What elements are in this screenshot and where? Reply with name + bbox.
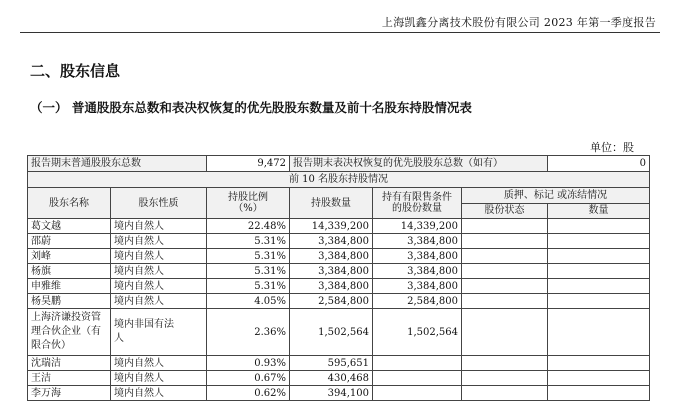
pledge-status [462,309,548,356]
holding-ratio: 5.31% [207,249,290,264]
pledge-quantity [548,294,650,309]
shareholder-name: 上海济谦投资管理合伙企业（有限合伙） [28,309,111,356]
holding-ratio: 4.05% [207,294,290,309]
restricted-share-count: 14,339,200 [373,219,462,234]
holding-ratio: 0.62% [207,386,290,401]
pledge-status [462,356,548,371]
pledge-quantity [548,356,650,371]
col-restricted-header: 持有有限售条件的股份数量 [373,188,462,219]
column-header-row-1 [28,188,650,204]
holding-ratio: 22.48% [207,219,290,234]
total-common-value: 9,472 [207,156,290,172]
table-row [28,264,650,279]
shareholder-nature: 境内自然人 [111,234,207,249]
col-name-header: 股东名称 [28,188,111,219]
share-count: 14,339,200 [290,219,373,234]
shareholder-name: 葛文越 [28,219,111,234]
share-count: 394,100 [290,386,373,401]
section-title: 二、股东信息 [30,62,121,80]
share-count: 3,384,800 [290,264,373,279]
table-row [28,219,650,234]
col-nature-header: 股东性质 [111,188,207,219]
restricted-share-count: 3,384,800 [373,234,462,249]
shareholder-name: 邵蔚 [28,234,111,249]
shareholder-nature: 境内自然人 [111,249,207,264]
shareholder-nature: 境内自然人 [111,264,207,279]
summary-row [28,156,650,172]
table-row [28,279,650,294]
preferred-value: 0 [548,156,650,172]
holding-ratio: 0.93% [207,356,290,371]
pledge-quantity [548,249,650,264]
shareholder-nature: 境内非国有法人 [111,309,207,356]
share-count: 3,384,800 [290,279,373,294]
shareholder-nature: 境内自然人 [111,386,207,401]
holding-ratio: 5.31% [207,264,290,279]
shareholder-nature: 境内自然人 [111,219,207,234]
unit-label: 单位：股 [590,141,634,154]
top10-title: 前 10 名股东持股情况 [28,172,650,188]
pledge-quantity [548,386,650,401]
shareholder-nature: 境内自然人 [111,279,207,294]
table-row [28,371,650,386]
restricted-share-count [373,356,462,371]
holding-ratio: 0.67% [207,371,290,386]
restricted-share-count [373,371,462,386]
pledge-status [462,219,548,234]
col-pledge-status-header: 股份状态 [462,203,548,219]
col-pledge-group-header: 质押、标记 或冻结情况 [462,188,650,204]
table-row [28,234,650,249]
shareholder-nature: 境内自然人 [111,356,207,371]
pledge-quantity [548,264,650,279]
shareholder-table [27,155,650,401]
shareholder-name: 王洁 [28,371,111,386]
share-count: 3,384,800 [290,249,373,264]
col-shares-header: 持股数量 [290,188,373,219]
subsection-title: （一） 普通股股东总数和表决权恢复的优先股股东数量及前十名股东持股情况表 [30,100,472,115]
shareholder-name: 杨旗 [28,264,111,279]
pledge-status [462,264,548,279]
restricted-share-count: 3,384,800 [373,264,462,279]
holding-ratio: 5.31% [207,279,290,294]
top10-title-row [28,172,650,188]
share-count: 1,502,564 [290,309,373,356]
table-row [28,386,650,401]
shareholder-nature: 境内自然人 [111,294,207,309]
table-row [28,249,650,264]
pledge-status [462,279,548,294]
document-header: 上海凯鑫分离技术股份有限公司 2023 年第一季度报告 [381,16,656,29]
header-rule [20,32,660,33]
pledge-quantity [548,309,650,356]
pledge-status [462,386,548,401]
table-row [28,294,650,309]
holding-ratio: 5.31% [207,234,290,249]
col-ratio-header: 持股比例（%） [207,188,290,219]
pledge-quantity [548,279,650,294]
shareholder-nature: 境内自然人 [111,371,207,386]
share-count: 430,468 [290,371,373,386]
pledge-quantity [548,234,650,249]
pledge-status [462,371,548,386]
restricted-share-count: 2,584,800 [373,294,462,309]
col-pledge-qty-header: 数量 [548,203,650,219]
restricted-share-count: 3,384,800 [373,279,462,294]
holding-ratio: 2.36% [207,309,290,356]
pledge-status [462,249,548,264]
shareholder-name: 刘峰 [28,249,111,264]
shareholder-name: 杨昊鹏 [28,294,111,309]
share-count: 2,584,800 [290,294,373,309]
restricted-share-count [373,386,462,401]
shareholder-name: 申雅维 [28,279,111,294]
pledge-status [462,234,548,249]
restricted-share-count: 3,384,800 [373,249,462,264]
preferred-label: 报告期末表决权恢复的优先股股东总数（如有） [290,156,548,172]
table-row [28,356,650,371]
total-common-label: 报告期末普通股股东总数 [28,156,207,172]
restricted-share-count: 1,502,564 [373,309,462,356]
share-count: 3,384,800 [290,234,373,249]
pledge-quantity [548,371,650,386]
table-row [28,309,650,356]
pledge-quantity [548,219,650,234]
pledge-status [462,294,548,309]
shareholder-name: 沈瑞洁 [28,356,111,371]
shareholder-name: 李万海 [28,386,111,401]
share-count: 595,651 [290,356,373,371]
